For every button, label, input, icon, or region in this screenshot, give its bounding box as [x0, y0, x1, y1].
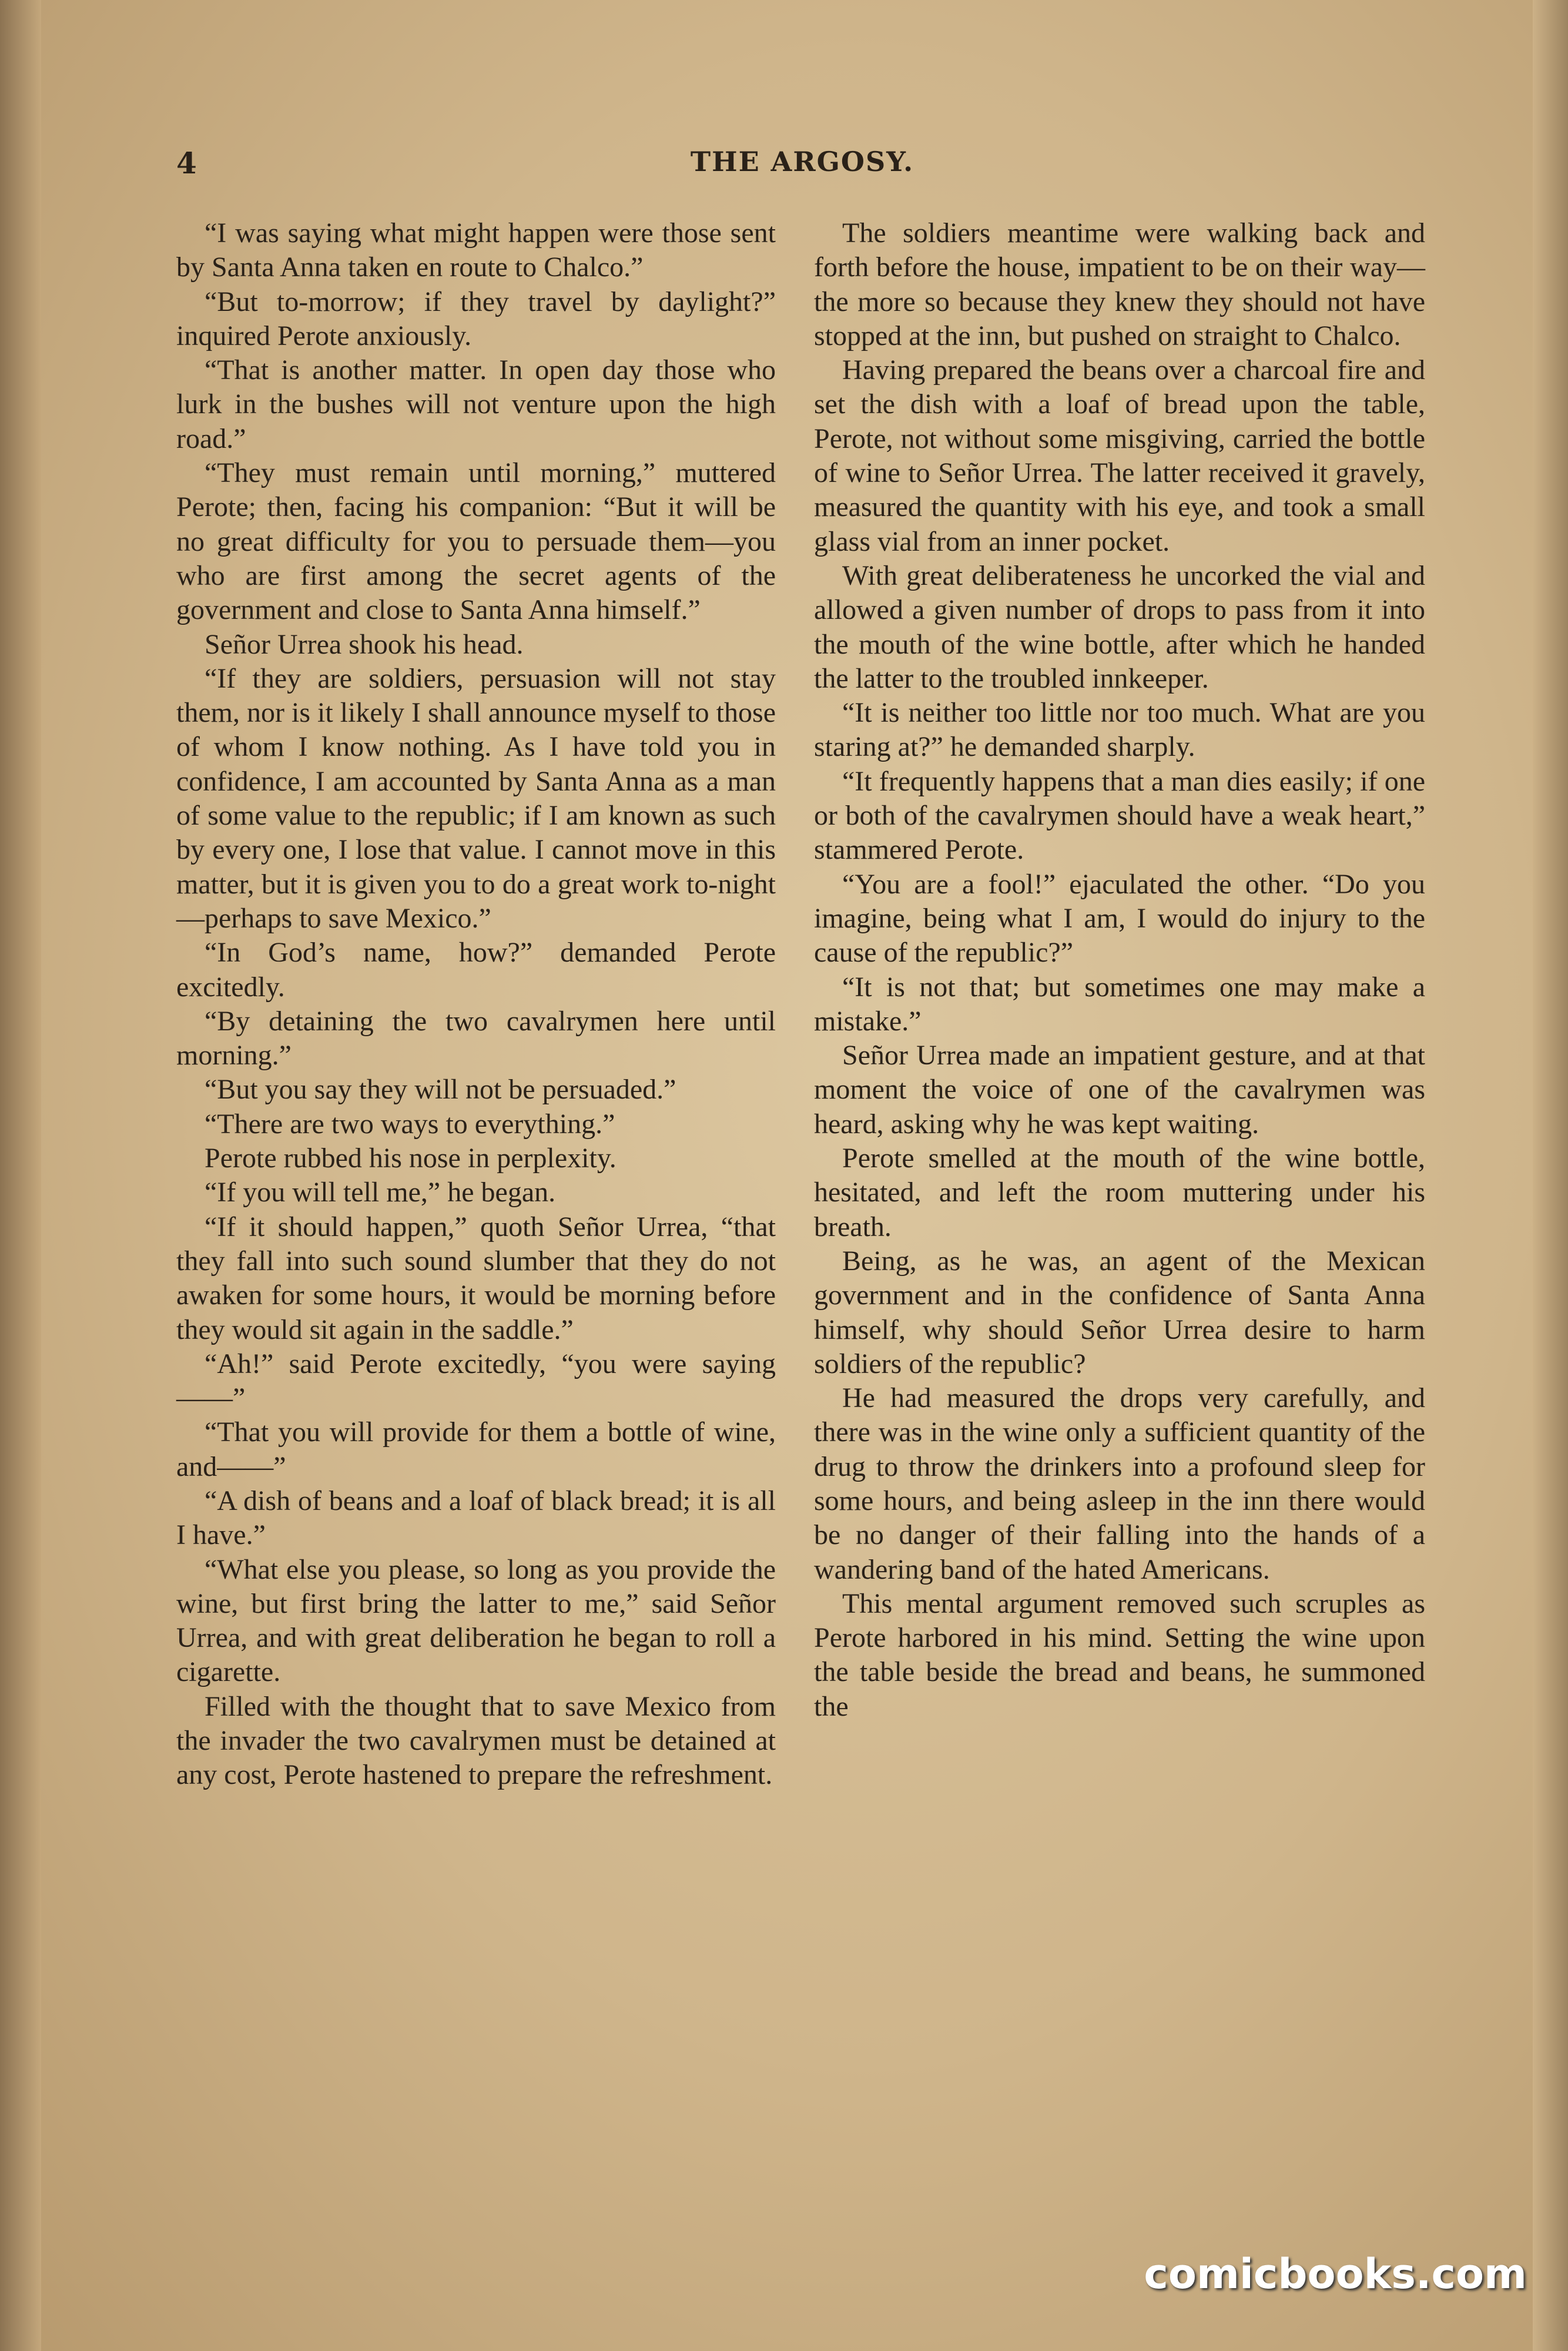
paragraph: “It is not that; but sometimes one may make a mistake.”	[814, 971, 1425, 1037]
paragraph: “It is neither too little nor too much. What are you staring at?” he demanded sharply.	[814, 697, 1425, 763]
paragraph: Having prepared the beans over a charcoal fire and set the dish with a loaf of bread upon the table, Perote, not without some misgiving, carried the bottle of wine to Señor Urrea. The latter received it gravely, measured the quantity with his eye, and took a small glass vial from an inner pocket.	[814, 354, 1425, 557]
paragraph: “They must remain until morning,” muttered Perote; then, facing his companion: “But it will be no great difficulty for you to persuade them—you who are first among the secret agents of the government and close to Santa Anna himself.”	[176, 457, 776, 626]
page-header	[176, 146, 1428, 193]
page-edge-left	[0, 0, 41, 2351]
paragraph: Being, as he was, an agent of the Mexican government and in the confidence of Santa Anna himself, why should Señor Urrea desire to harm soldiers of the republic?	[814, 1245, 1425, 1379]
page-edge-right	[1533, 0, 1568, 2351]
paragraph: He had measured the drops very carefully, and there was in the wine only a sufficient quantity of the drug to throw the drinkers into a profound sleep for some hours, and being asleep in the inn there would be no danger of their falling into the hands of a wandering band of the hated Americans.	[814, 1382, 1425, 1585]
paragraph: Perote smelled at the mouth of the wine bottle, hesitated, and left the room muttering under his breath.	[814, 1143, 1425, 1243]
paragraph: “By detaining the two cavalrymen here until morning.”	[176, 1005, 776, 1071]
paragraph: Señor Urrea made an impatient gesture, and at that moment the voice of one of the cavalrymen was heard, asking why he was kept waiting.	[814, 1040, 1425, 1140]
paragraph: “A dish of beans and a loaf of black bread; it is all I have.”	[176, 1485, 776, 1551]
paragraph: “You are a fool!” ejaculated the other. “Do you imagine, being what I am, I would do injury to the cause of the republic?”	[814, 868, 1425, 969]
paragraph: This mental argument removed such scruples as Perote harbored in his mind. Setting the wine upon the table beside the bread and beans, he summoned the	[814, 1588, 1425, 1722]
running-title: THE ARGOSY.	[690, 146, 914, 178]
paragraph: “In God’s name, how?” demanded Perote excitedly.	[176, 937, 776, 1003]
paragraph: The soldiers meantime were walking back and forth before the house, impatient to be on their way—the more so because they knew they should not have stopped at the inn, but pushed on straight to Chalco.	[814, 217, 1425, 351]
page-number: 4	[176, 146, 197, 180]
paragraph: Filled with the thought that to save Mexico from the invader the two cavalrymen must be detained at any cost, Perote hastened to prepare the refreshment.	[176, 1690, 776, 1791]
paragraph: “There are two ways to everything.”	[205, 1108, 615, 1140]
paragraph: “But you say they will not be persuaded.”	[205, 1074, 676, 1106]
paragraph: “But to-morrow; if they travel by daylight?” inquired Perote anxiously.	[176, 286, 776, 351]
paragraph: “What else you please, so long as you provide the wine, but first bring the latter to me,” said Señor Urrea, and with great deliberation he began to roll a cigarette.	[176, 1553, 776, 1688]
paragraph: “If you will tell me,” he began.	[205, 1177, 556, 1208]
paragraph: “If it should happen,” quoth Señor Urrea, “that they fall into such sound slumber that they do not awaken for some hours, it would be morning before they would sit again in the saddle.”	[176, 1211, 776, 1345]
right-column	[814, 216, 1425, 1724]
paragraph: “That you will provide for them a bottle of wine, and——”	[176, 1416, 776, 1482]
paragraph: “If they are soldiers, persuasion will not stay them, nor is it likely I shall announce myself to those of whom I know nothing. As I have told you in confidence, I am accounted by Santa Anna as a man of some value to the republic; if I am known as such by every one, I lose that value. I cannot move in this matter, but it is given you to do a great work to-night—perhaps to save Mexico.”	[176, 662, 776, 934]
left-column	[176, 216, 776, 1793]
paragraph: With great deliberateness he uncorked the vial and allowed a given number of drops to pass from it into the mouth of the wine bottle, after which he handed the latter to the troubled innkeeper.	[814, 560, 1425, 694]
paragraph: Señor Urrea shook his head.	[205, 628, 524, 660]
paragraph: “Ah!” said Perote excitedly, “you were saying——”	[176, 1348, 776, 1414]
paragraph: Perote rubbed his nose in perplexity.	[205, 1143, 617, 1174]
paragraph: “That is another matter. In open day those who lurk in the bushes will not venture upon the high road.”	[176, 354, 776, 454]
paragraph: “It frequently happens that a man dies easily; if one or both of the cavalrymen should have a weak heart,” stammered Perote.	[814, 765, 1425, 866]
watermark: comicbooks.com	[1144, 2250, 1527, 2298]
paragraph: “I was saying what might happen were those sent by Santa Anna taken en route to Chalco.”	[176, 217, 776, 283]
